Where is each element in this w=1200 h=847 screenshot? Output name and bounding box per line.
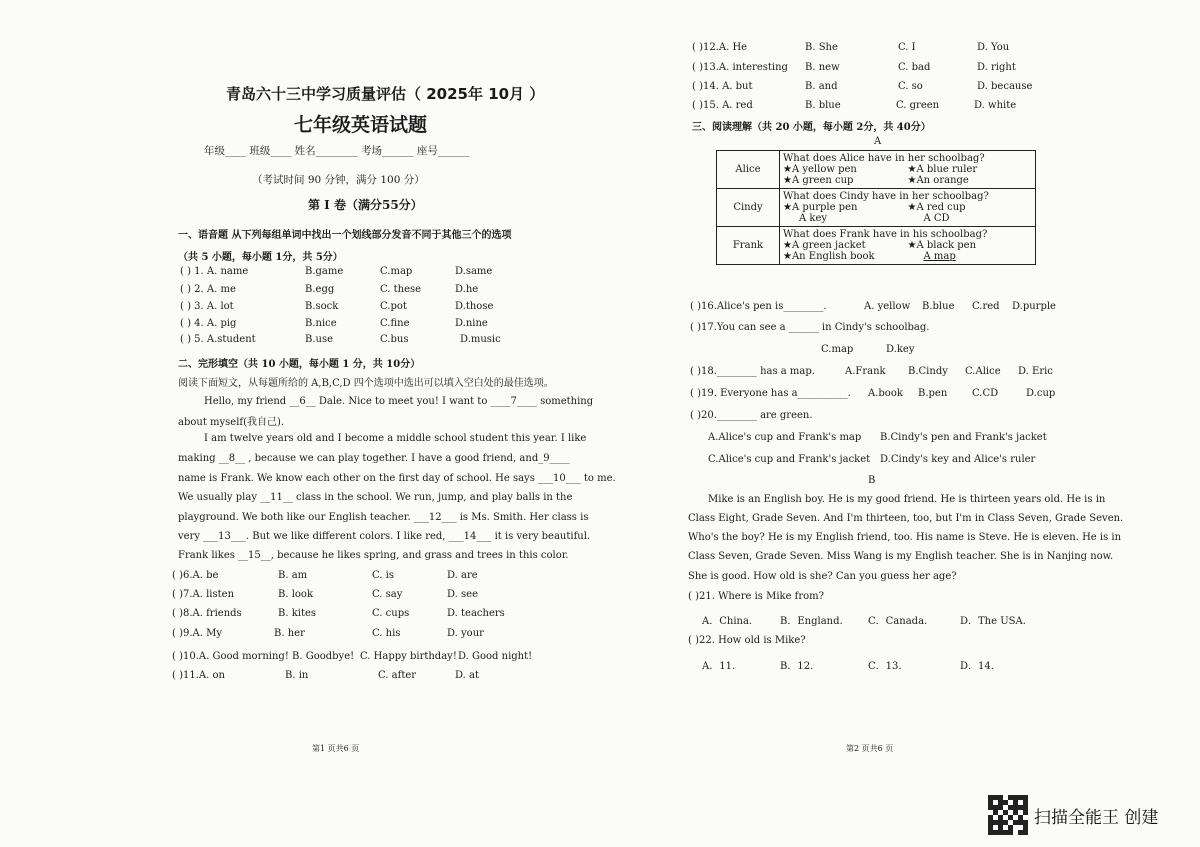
exam-subtitle: 七年级英语试题 [294,114,428,136]
q7-option-c: C. say [372,589,403,600]
table-content-cell [780,189,1036,227]
table-name-cell: Frank [717,227,780,265]
q15-option-d: D. white [974,100,1017,111]
q13-stem: ( )13.A. interesting [692,62,788,73]
passage-line: name is Frank. We know each other on the first day of school. He says ___10___ to me. [178,473,616,484]
q19-stem: ( )19. Everyone has a__________. [690,388,851,399]
passage-line: Who's the boy? He is my English friend, too. His name is Steve. He is eleven. He is in [688,532,1122,543]
passage-line: making __8__ , because we can play together. I have a good friend, and_9____ [178,453,570,464]
table-name-cell: Alice [717,151,780,189]
q16-option-d: D.purple [1012,301,1056,312]
table-row [717,227,1036,265]
q19-option-a: A.book [868,388,903,399]
q9-option-d: D. your [447,628,484,639]
table-item: A key [799,213,828,224]
section3-heading: 三、阅读理解（共 20 小题，每小题 2分，共 40分） [692,122,931,133]
passage-line: Frank likes __15__, because he likes spring, and grass and trees in this color. [178,550,569,561]
q14-option-d: D. because [977,81,1033,92]
table-row [717,151,1036,189]
q17-option-d: D.key [886,344,915,355]
passage-line: Mike is an English boy. He is my good friend. He is thirteen years old. He is in [708,494,1106,505]
q20-option-b: B.Cindy's pen and Frank's jacket [880,432,1047,443]
q15-option-b: B. blue [805,100,841,111]
section2-heading: 二、完形填空（共 10 小题，每小题 1 分，共 10分） [178,359,421,370]
q7-option-b: B. look [278,589,314,600]
exam-title: 青岛六十三中学习质量评估（ 2025年 10月 ） [226,85,545,103]
table-question: What does Alice have in her schoolbag? [783,153,985,164]
q11-option-d: D. at [455,670,479,681]
table-item: ★A blue ruler [907,164,978,175]
table-item: ★An orange [907,175,969,186]
q19-option-b: B.pen [918,388,948,399]
passage-line: playground. We both like our English teacher. ___12___ is Ms. Smith. Her class is [178,512,589,523]
q20-option-c: C.Alice's cup and Frank's jacket [708,454,871,465]
q18-stem: ( )18.________ has a map. [690,366,815,377]
passage-line: She is good. How old is she? Can you guess her age? [688,571,957,582]
passage-line: about myself(我自己). [178,417,285,428]
q8-option-c: C. cups [372,608,410,619]
q21-option-c: C．Canada. [868,616,928,627]
q6-option-b: B. am [278,570,308,581]
qr-code-icon [988,795,1028,835]
passage-a-label: A [874,136,882,147]
q11-stem: ( )11.A. on [172,670,225,681]
q21-option-a: A．China. [702,616,753,627]
q6-option-d: D. are [447,570,478,581]
q10-option-b: B. Goodbye! [292,651,355,662]
page-footer: 第2 页共6 页 [846,744,894,753]
passage-line: very ___13___. But we like different colors. I like red, ___14___ it is very beautiful. [178,531,591,542]
q3-stem: ( ) 3. A. lot [180,301,234,312]
q9-option-c: C. his [372,628,401,639]
passage-line: We usually play __11__ class in the school. We run, jump, and play balls in the [178,492,573,503]
q4-option-c: C.fine [380,318,410,329]
q12-option-c: C. I [898,42,916,53]
table-item: ★A red cup [907,202,966,213]
q2-option-b: B.egg [305,284,335,295]
q11-option-c: C. after [378,670,417,681]
q16-option-b: B.blue [922,301,955,312]
table-item: A map [923,251,956,262]
q22-stem: ( )22. How old is Mike? [688,635,806,646]
q14-stem: ( )14. A. but [692,81,753,92]
table-row [717,189,1036,227]
q5-option-b: B.use [305,334,334,345]
table-name-cell: Cindy [717,189,780,227]
section1-heading: 一、语音题 从下列每组单词中找出一个划线部分发音不同于其他三个的选项 [178,230,512,241]
q1-option-b: B.game [305,266,344,277]
table-item: ★A black pen [907,240,977,251]
q13-option-b: B. new [805,62,840,73]
q21-option-b: B．England. [780,616,843,627]
section2-instruction: 阅读下面短文，从每题所给的 A,B,C,D 四个选项中选出可以填入空白处的最佳选项。 [178,378,554,389]
q8-option-b: B. kites [278,608,317,619]
q9-option-b: B. her [274,628,305,639]
q10-stem: ( )10.A. Good morning! [172,651,289,662]
q5-option-d: D.music [460,334,501,345]
q16-stem: ( )16.Alice's pen is________. [690,301,827,312]
student-info-line: 年级____ 班级____ 姓名________ 考场______ 座号______ [204,145,470,157]
table-item: ★An English book [783,251,875,262]
q4-option-d: D.nine [455,318,488,329]
q5-stem: ( ) 5. A.student [180,334,256,345]
q12-option-b: B. She [805,42,838,53]
q4-option-b: B.nice [305,318,337,329]
q1-option-d: D.same [455,266,493,277]
q7-stem: ( )7.A. listen [172,589,235,600]
q2-option-c: C. these [380,284,422,295]
passage-b-label: B [868,475,876,486]
q17-stem: ( )17.You can see a ______ in Cindy's schoolbag. [690,322,930,333]
q2-option-d: D.he [455,284,479,295]
schoolbag-table [716,150,1036,265]
q7-option-d: D. see [447,589,478,600]
exam-page-2 [600,0,1200,847]
q15-option-c: C. green [896,100,940,111]
q22-option-a: A．11. [702,661,736,672]
passage-line: Hello, my friend __6__ Dale. Nice to meet you! I want to ____7____ something [204,396,594,407]
q18-option-b: B.Cindy [908,366,948,377]
q18-option-c: C.Alice [965,366,1001,377]
scanner-label: 扫描全能王 创建 [1034,807,1159,828]
q9-stem: ( )9.A. My [172,628,222,639]
q21-option-d: D．The USA. [960,616,1026,627]
q8-option-d: D. teachers [447,608,505,619]
table-item: A CD [923,213,950,224]
q5-option-c: C.bus [380,334,409,345]
page-footer: 第1 页共6 页 [312,744,360,753]
q21-stem: ( )21. Where is Mike from? [688,591,825,602]
q19-option-d: D.cup [1026,388,1056,399]
q11-option-b: B. in [285,670,309,681]
q4-stem: ( ) 4. A. pig [180,318,237,329]
q16-option-c: C.red [972,301,1000,312]
q22-option-c: C．13. [868,661,902,672]
q3-option-b: B.sock [305,301,339,312]
q6-stem: ( )6.A. be [172,570,219,581]
passage-line: Class Eight, Grade Seven. And I'm thirteen, too, but I'm in Class Seven, Grade Seven. [688,513,1124,524]
passage-line: I am twelve years old and I become a middle school student this year. I like [204,433,587,444]
section1-sub: （共 5 小题，每小题 1分，共 5分） [178,252,343,263]
q1-stem: ( ) 1. A. name [180,266,249,277]
q3-option-c: C.pot [380,301,407,312]
q15-stem: ( )15. A. red [692,100,753,111]
q2-stem: ( ) 2. A. me [180,284,236,295]
q10-option-c: C. Happy birthday! [360,651,457,662]
q13-option-d: D. right [977,62,1016,73]
q6-option-c: C. is [372,570,394,581]
table-item: ★A purple pen [783,202,858,213]
q1-option-c: C.map [380,266,413,277]
passage-line: Class Seven, Grade Seven. Miss Wang is my English teacher. She is in Nanjing now. [688,551,1114,562]
table-content-cell [780,227,1036,265]
table-question: What does Frank have in his schoolbag? [783,229,988,240]
q12-option-d: D. You [977,42,1010,53]
q14-option-c: C. so [898,81,923,92]
time-note: （考试时间 90 分钟，满分 100 分） [252,174,425,186]
q18-option-d: D. Eric [1018,366,1053,377]
table-item: ★A green cup [783,175,854,186]
q20-option-d: D.Cindy's key and Alice's ruler [880,454,1036,465]
q12-stem: ( )12.A. He [692,42,748,53]
q20-stem: ( )20.________ are green. [690,410,813,421]
q3-option-d: D.those [455,301,494,312]
q13-option-c: C. bad [898,62,931,73]
q17-option-c: C.map [821,344,854,355]
q20-option-a: A.Alice's cup and Frank's map [708,432,862,443]
scanner-watermark [988,795,1158,835]
table-item: ★A green jacket [783,240,866,251]
q8-stem: ( )8.A. friends [172,608,242,619]
q22-option-d: D．14. [960,661,994,672]
q16-option-a: A. yellow [864,301,911,312]
q10-option-d: D. Good night! [458,651,533,662]
q19-option-c: C.CD [972,388,999,399]
table-item: ★A yellow pen [783,164,857,175]
volume-title: 第 Ⅰ 卷（满分55分） [308,198,423,212]
q22-option-b: B．12. [780,661,814,672]
q14-option-b: B. and [805,81,838,92]
table-question: What does Cindy have in her schoolbag? [783,191,989,202]
q18-option-a: A.Frank [845,366,886,377]
table-content-cell [780,151,1036,189]
